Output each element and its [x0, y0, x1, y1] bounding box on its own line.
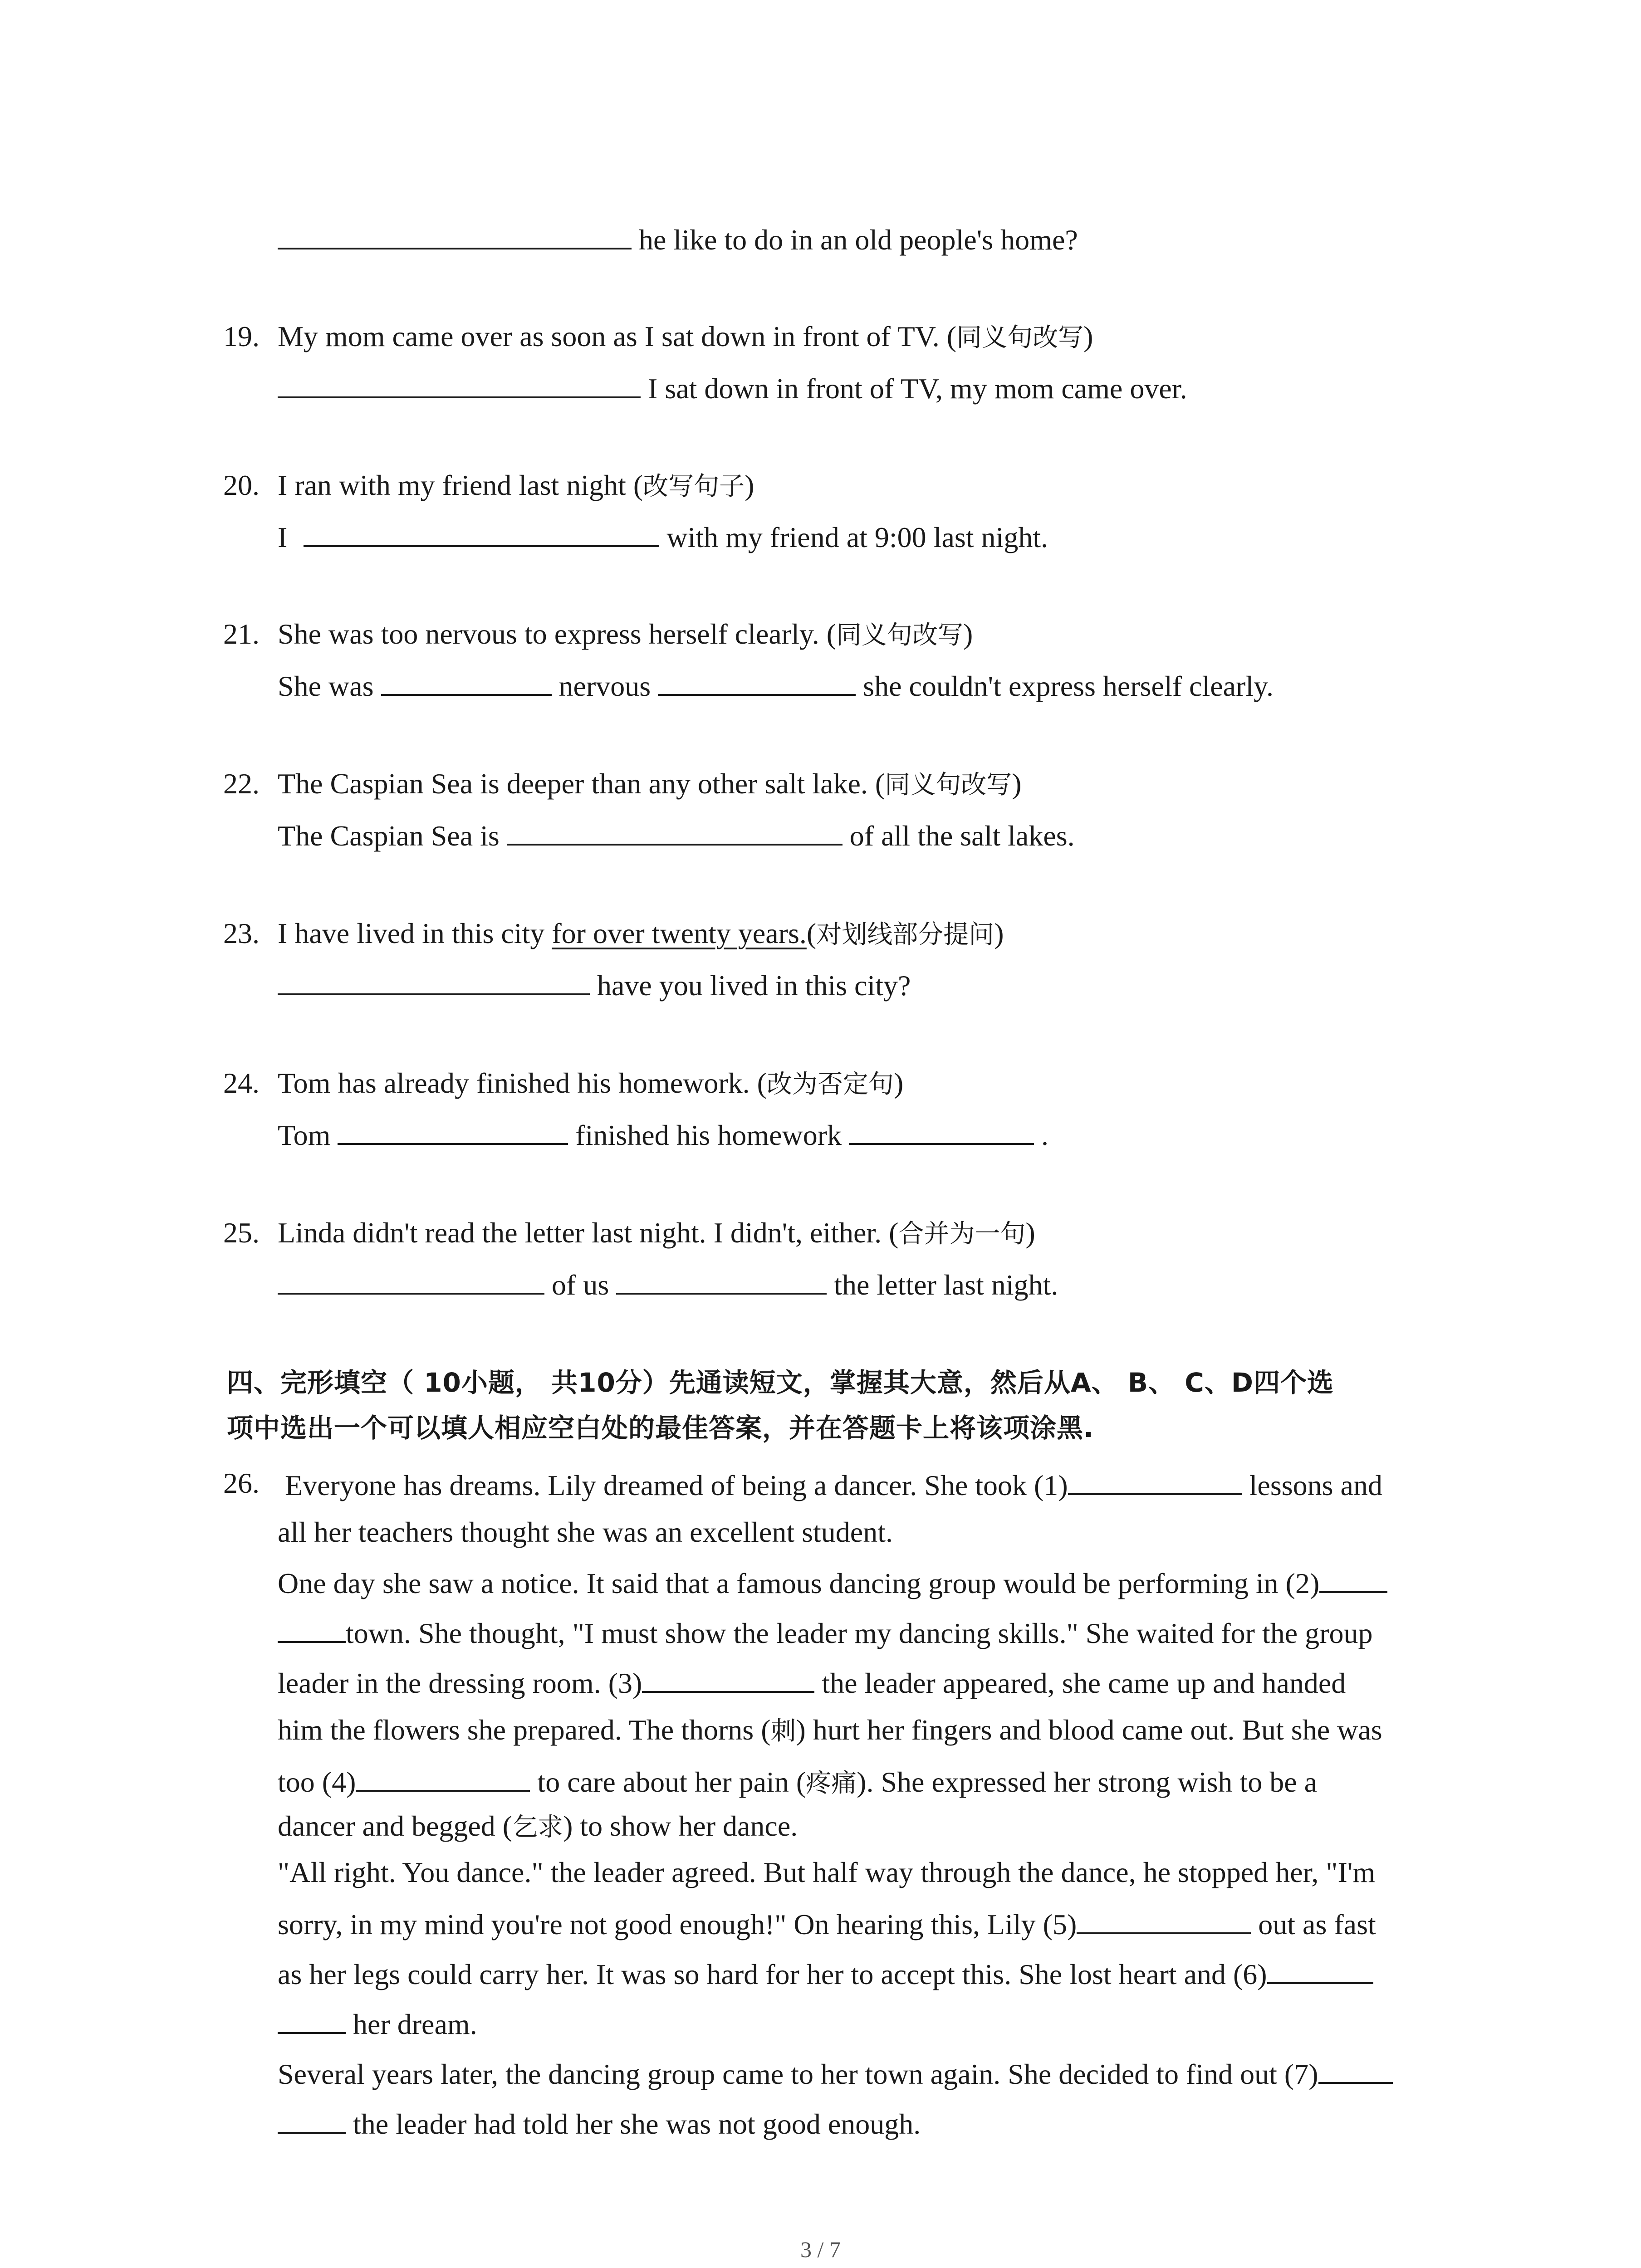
question-number-19: 19. [223, 320, 260, 352]
instruction-note: 对划线部分提问 [816, 920, 994, 949]
q19-prompt: My mom came over as soon as I sat down in front of TV. (同义句改写) [278, 320, 1093, 352]
question-number-25: 25. [223, 1217, 260, 1249]
cloze-blank-5[interactable] [1077, 1905, 1251, 1934]
q19-line2: I sat down in front of TV, my mom came over. [278, 369, 1187, 406]
answer-blank[interactable] [616, 1266, 827, 1295]
q25-prompt: Linda didn't read the letter last night. I didn't, either. (合并为一句) [278, 1217, 1035, 1249]
q18-line2: he like to do in an old people's home? [278, 220, 1078, 257]
question-number-20: 20. [223, 469, 260, 501]
q24-line2: Tom finished his homework . [278, 1116, 1048, 1153]
q23-prompt: I have lived in this city for over twenty years.(对划线部分提问) [278, 917, 1004, 949]
answer-blank[interactable] [278, 369, 641, 398]
cloze-blank-1[interactable] [1068, 1466, 1242, 1495]
passage-line-5: leader in the dressing room. (3) the leader appeared, she came up and handed [278, 1664, 1346, 1701]
answer-blank[interactable] [278, 220, 632, 249]
passage-line-4: town. She thought, "I must show the leader my dancing skills." She waited for the group [278, 1614, 1372, 1651]
question-number-26: 26. [223, 1467, 260, 1499]
question-number-23: 23. [223, 917, 260, 949]
cloze-blank-6[interactable] [1267, 1955, 1373, 1984]
section-heading-line2: 项中选出一个可以填人相应空白处的最佳答案，并在答题卡上将该项涂黑. [227, 1413, 1094, 1443]
q21-line2: She was nervous she couldn't express herself clearly. [278, 667, 1274, 704]
gloss-note: 疼痛 [806, 1769, 857, 1798]
passage-line-8: dancer and begged (乞求) to show her dance. [278, 1810, 798, 1842]
underlined-phrase: for over twenty years. [552, 917, 807, 949]
answer-blank[interactable] [849, 1116, 1034, 1145]
instruction-note: 同义句改写 [836, 621, 964, 650]
passage-line-12: her dream. [278, 2005, 477, 2042]
cloze-blank-2[interactable] [1319, 1564, 1387, 1593]
cloze-blank-3[interactable] [642, 1664, 814, 1693]
question-number-22: 22. [223, 767, 260, 800]
section-heading-line1: 四、完形填空（ 10小题， 共10分）先通读短文，掌握其大意，然后从A、 B、 C、D四个选 [227, 1367, 1334, 1398]
passage-line-11: as her legs could carry her. It was so hard for her to accept this. She lost heart and (6) [278, 1955, 1373, 1992]
answer-blank[interactable] [304, 518, 659, 547]
cloze-blank-6-cont[interactable] [278, 2005, 346, 2034]
passage-line-10: sorry, in my mind you're not good enough!" On hearing this, Lily (5) out as fast [278, 1905, 1376, 1942]
q20-line2: I with my friend at 9:00 last night. [278, 518, 1048, 555]
answer-blank[interactable] [338, 1116, 568, 1145]
instruction-note: 合并为一句 [898, 1219, 1026, 1249]
answer-blank[interactable] [658, 667, 856, 696]
cloze-blank-2-cont[interactable] [278, 1614, 346, 1643]
answer-blank[interactable] [278, 966, 590, 995]
question-number-24: 24. [223, 1067, 260, 1099]
passage-line-2: all her teachers thought she was an excellent student. [278, 1516, 893, 1548]
gloss-note: 乞求 [512, 1813, 563, 1842]
q22-prompt: The Caspian Sea is deeper than any other salt lake. (同义句改写) [278, 767, 1022, 800]
q23-line2: have you lived in this city? [278, 966, 911, 1003]
instruction-note: 同义句改写 [885, 770, 1012, 800]
cloze-blank-7-cont[interactable] [278, 2105, 346, 2134]
passage-line-3: One day she saw a notice. It said that a famous dancing group would be performing in (2) [278, 1564, 1387, 1601]
q22-line2: The Caspian Sea is of all the salt lakes. [278, 816, 1075, 853]
gloss-note: 刺 [770, 1716, 796, 1746]
q24-prompt: Tom has already finished his homework. (改为否定句) [278, 1067, 904, 1099]
question-number-21: 21. [223, 618, 260, 650]
cloze-blank-4[interactable] [356, 1763, 530, 1792]
instruction-note: 改为否定句 [766, 1070, 894, 1099]
passage-line-7: too (4) to care about her pain (疼痛). She expressed her strong wish to be a [278, 1763, 1317, 1801]
answer-blank[interactable] [278, 1266, 544, 1295]
q25-line2: of us the letter last night. [278, 1266, 1058, 1302]
passage-line-14: the leader had told her she was not good enough. [278, 2105, 921, 2141]
passage-line-1: Everyone has dreams. Lily dreamed of being a dancer. She took (1) lessons and [285, 1466, 1382, 1503]
page-number: 3 / 7 [800, 2237, 841, 2262]
instruction-note: 同义句改写 [956, 323, 1084, 352]
answer-blank[interactable] [381, 667, 552, 696]
q20-prompt: I ran with my friend last night (改写句子) [278, 469, 754, 501]
instruction-note: 改写句子 [643, 472, 745, 501]
passage-line-6: him the flowers she prepared. The thorns (刺) hurt her fingers and blood came out. But she was [278, 1714, 1382, 1746]
passage-line-9: "All right. You dance." the leader agreed. But half way through the dance, he stopped her, "I'm [278, 1856, 1376, 1888]
q21-prompt: She was too nervous to express herself clearly. (同义句改写) [278, 618, 973, 650]
cloze-blank-7[interactable] [1318, 2055, 1393, 2084]
answer-blank[interactable] [507, 816, 843, 846]
passage-line-13: Several years later, the dancing group came to her town again. She decided to find out (7) [278, 2055, 1393, 2092]
